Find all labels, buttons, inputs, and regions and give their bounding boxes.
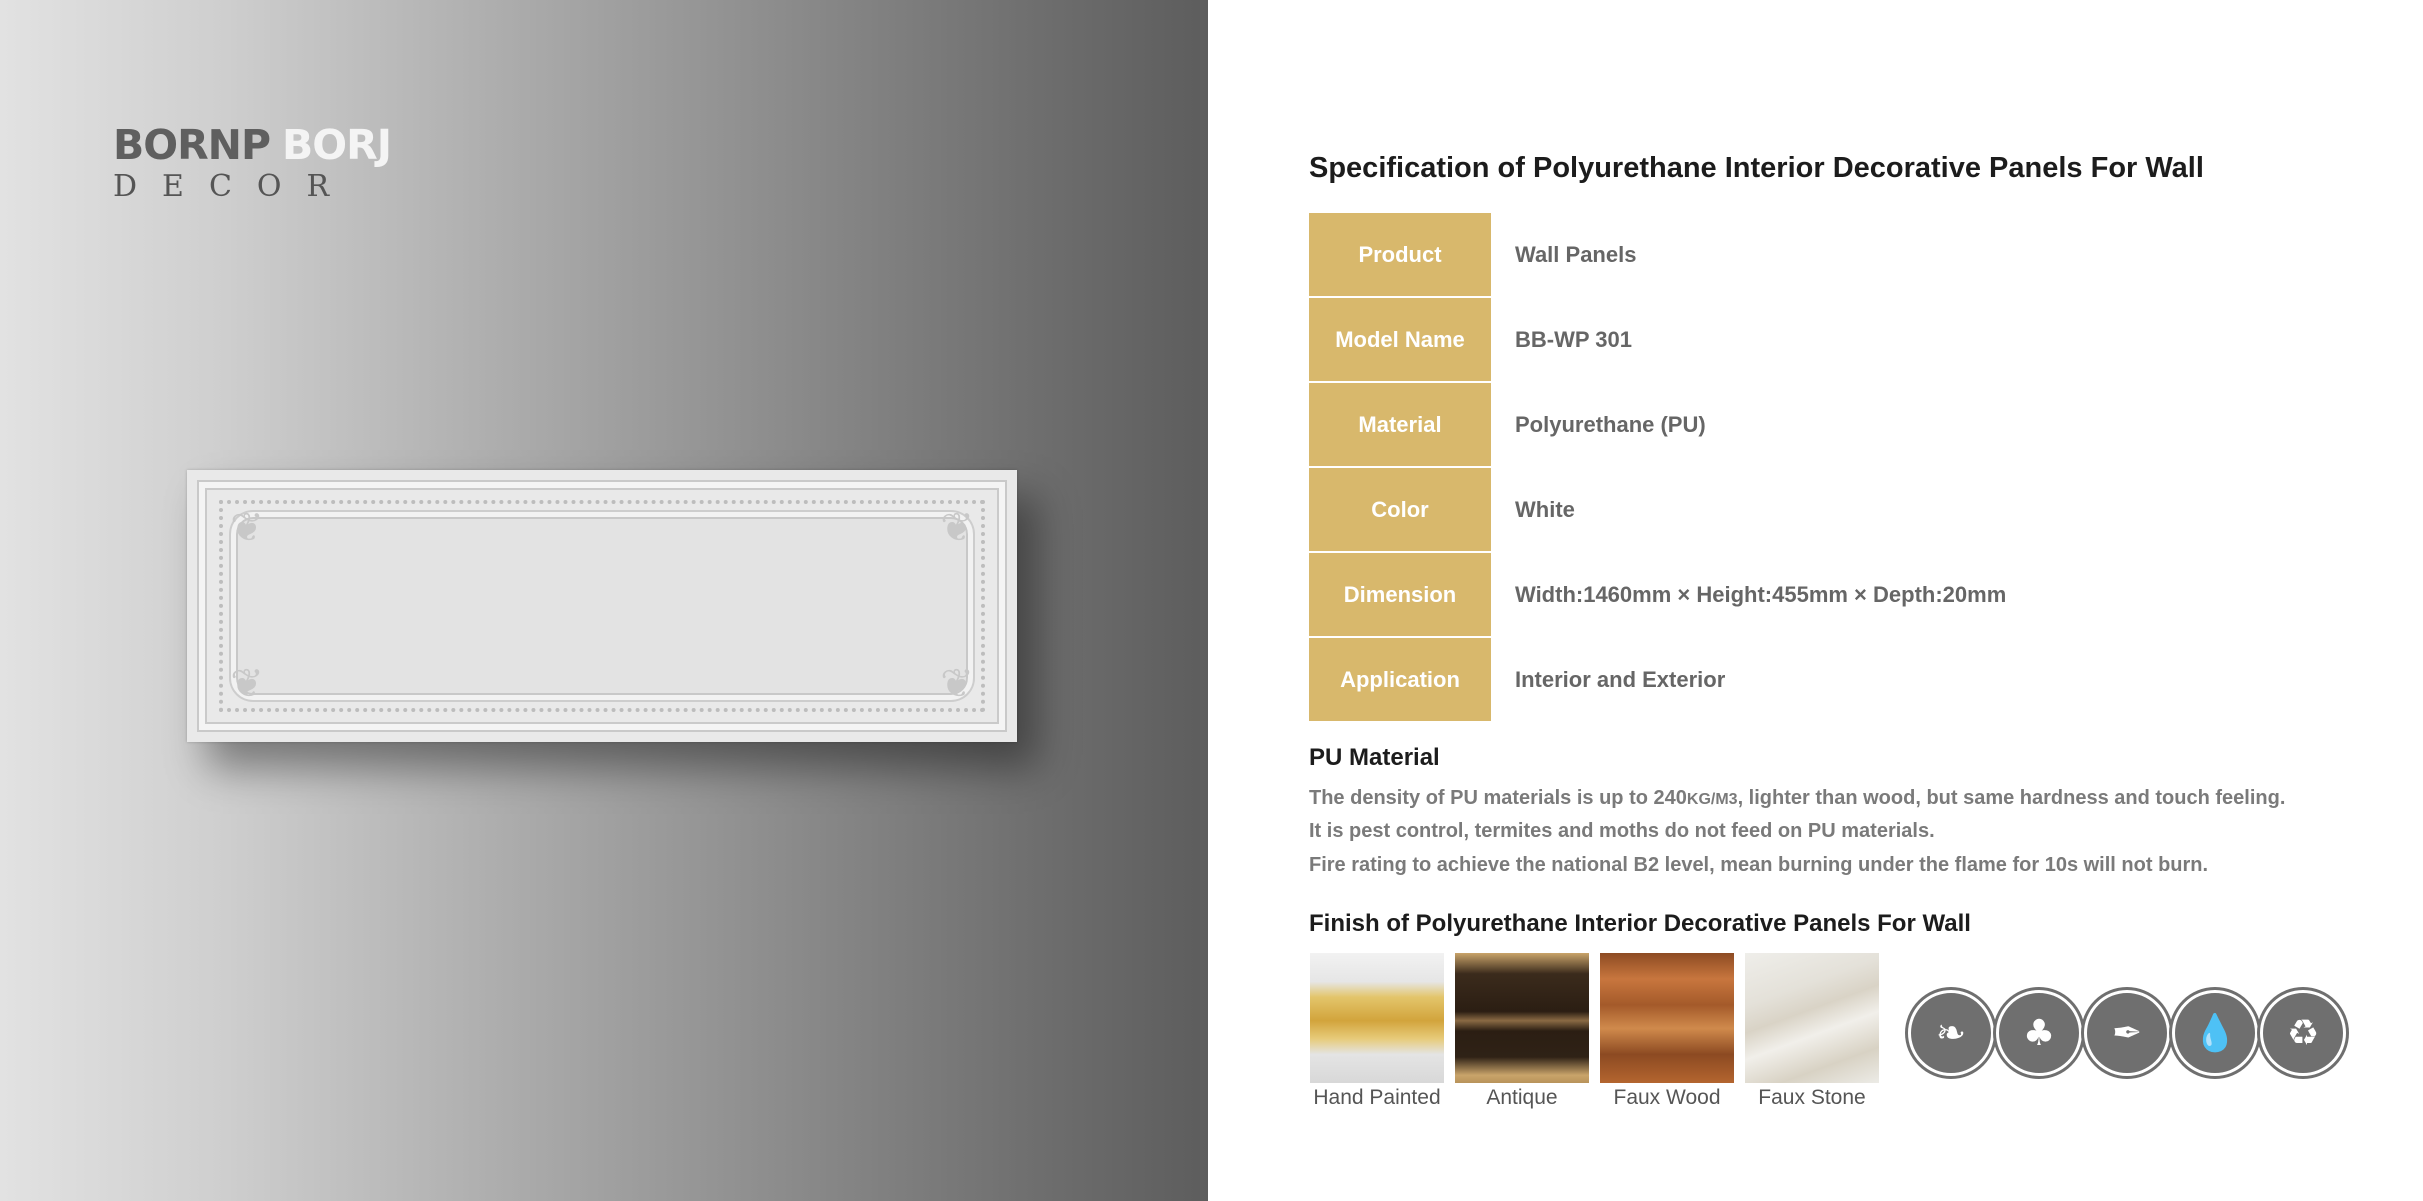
spec-value: Width:1460mm × Height:455mm × Depth:20mm — [1515, 581, 2007, 607]
spec-row — [1309, 553, 2409, 638]
spec-key: Color — [1309, 468, 1491, 551]
swatch-label: Antique — [1486, 1086, 1558, 1109]
logo-word-1: BORNP — [113, 121, 271, 169]
swatch-label: Hand Painted — [1313, 1086, 1441, 1109]
pu-pest-line: It is pest control, termites and moths do not feed on PU materials. — [1309, 820, 1935, 842]
spec-value: Wall Panels — [1515, 241, 1637, 267]
swatch-label: Faux Stone — [1758, 1086, 1866, 1109]
spec-key: Model Name — [1309, 298, 1491, 381]
corner-ornament-icon: ❦ — [230, 505, 264, 551]
pu-fire-line: Fire rating to achieve the national B2 level, mean burning under the flame for 10s will not burn. — [1309, 854, 2209, 876]
spec-value: Interior and Exterior — [1515, 666, 1726, 692]
corner-ornament-icon: ❦ — [940, 505, 974, 551]
water-drops-icon: 💧 — [2172, 990, 2258, 1076]
spec-key: Dimension — [1309, 553, 1491, 636]
swatch-faux-wood — [1600, 953, 1734, 1083]
swatch-antique — [1455, 953, 1589, 1083]
spec-key: Product — [1309, 213, 1491, 296]
spec-row — [1309, 298, 2409, 383]
spec-row — [1309, 213, 2409, 298]
wall-panel-image — [187, 470, 1017, 742]
spec-value: Polyurethane (PU) — [1515, 411, 1706, 437]
brand-logo — [113, 122, 391, 204]
sprout-icon: ❧ — [1908, 990, 1994, 1076]
spec-key: Material — [1309, 383, 1491, 466]
spec-row — [1309, 638, 2409, 723]
density-unit: KG/M3 — [1686, 791, 1738, 808]
logo-tagline: DECOR — [113, 169, 355, 204]
swatch-faux-stone — [1745, 953, 1879, 1083]
product-image-area — [0, 0, 1208, 1201]
panel-inner-field — [231, 512, 973, 700]
pu-material-heading: PU Material — [1309, 744, 1440, 771]
pu-density-text-end: , lighter than wood, but same hardness and touch feeling. — [1737, 787, 2286, 809]
corner-ornament-icon: ❦ — [230, 661, 264, 707]
logo-word-2: BORJ — [282, 121, 391, 169]
swatch-label: Faux Wood — [1613, 1086, 1721, 1109]
spec-title: Specification of Polyurethane Interior Decorative Panels For Wall — [1309, 152, 2204, 184]
spec-key: Application — [1309, 638, 1491, 721]
spec-value: White — [1515, 496, 1575, 522]
swatch-hand-painted — [1310, 953, 1444, 1083]
feather-icon: ✒ — [2084, 990, 2170, 1076]
pu-density-text: The density of PU materials is up to 240 — [1309, 787, 1687, 809]
finish-heading: Finish of Polyurethane Interior Decorative Panels For Wall — [1309, 910, 1971, 937]
tree-icon: ♣ — [1996, 990, 2082, 1076]
spec-table — [1309, 213, 2409, 723]
recycle-icon: ♻ — [2260, 990, 2346, 1076]
corner-ornament-icon: ❦ — [940, 661, 974, 707]
pu-density-line — [1309, 787, 2285, 810]
spec-value: BB-WP 301 — [1515, 326, 1632, 352]
spec-row — [1309, 468, 2409, 553]
spec-row — [1309, 383, 2409, 468]
